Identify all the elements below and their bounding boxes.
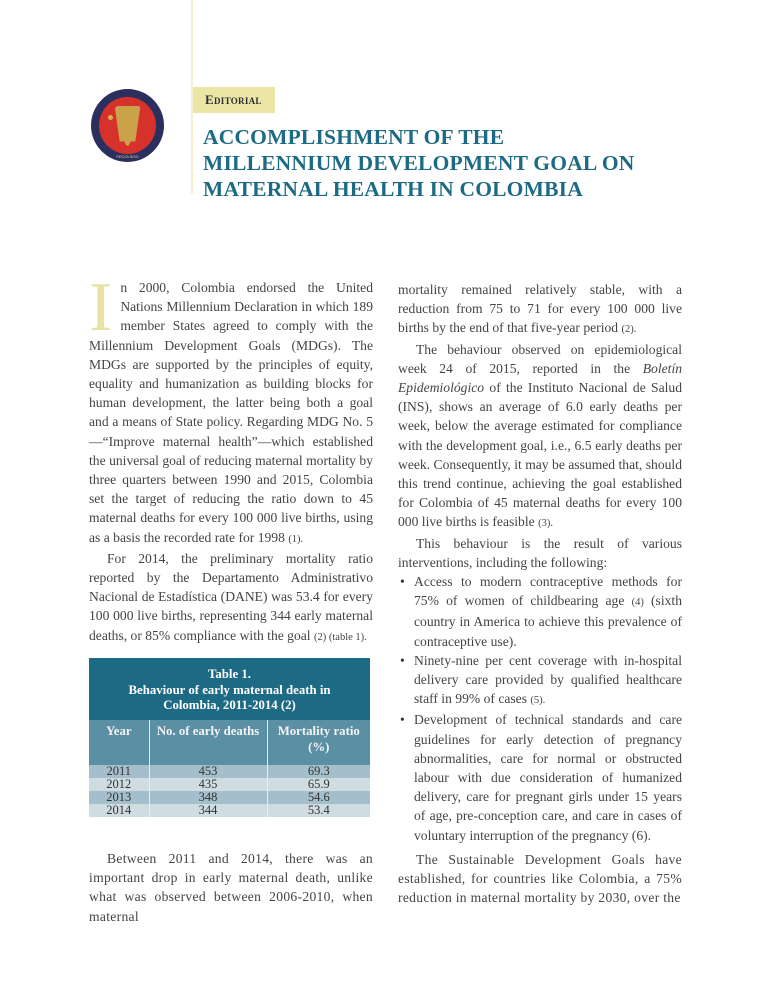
paragraph-2014-ratio [89, 549, 373, 647]
paragraph-2011-2014: Between 2011 and 2014, there was an important drop in early maternal death, unlike what was observed between 2006-2010, when maternal [89, 851, 373, 924]
citation-ref: (2). [621, 324, 637, 336]
list-item [398, 572, 682, 651]
table-title-line1: Behaviour of early maternal death in [128, 682, 331, 697]
citation-ref: (4) [631, 597, 644, 609]
col-header-year: Year [89, 720, 149, 765]
citation-ref: (5). [530, 695, 546, 707]
paragraph-text: of the Instituto Nacional de Salud (INS), shows an average of 6.0 early deaths per week, below the average estimated for compliance with the development goal, i.e., 6.5 early deaths per week. Consequently, it may be assumed that, should this trend continue, achieving the goal established for Colombia of 45 maternal deaths for every 100 000 live births is feasible [398, 380, 682, 530]
cell-deaths: 435 [149, 778, 267, 791]
cell-ratio: 65.9 [267, 778, 370, 791]
cell-deaths: 348 [149, 791, 267, 804]
paragraph-stability [398, 280, 682, 340]
cell-year: 2014 [89, 804, 149, 817]
logo-bottom-text: FECOLSOG [116, 154, 139, 159]
table-caption [89, 658, 370, 720]
interventions-list [398, 572, 682, 845]
cell-year: 2013 [89, 791, 149, 804]
paragraph-text: For 2014, the preliminary mortality ratio reported by the Departamento Administrativo Nacional de Estadística (DANE) was 53.4 for every 100 000 live births, representing 344 early maternal deaths, or 85% compliance with the goal [89, 550, 373, 643]
section-tag-label: Editorial [205, 92, 262, 107]
pre-columbian-figure-icon [115, 106, 141, 146]
col-header-ratio: Mortality ratio (%) [267, 720, 370, 765]
article-title: ACCOMPLISHMENT OF THE MILLENNIUM DEVELOPMENT GOAL ON MATERNAL HEALTH IN COLOMBIA [203, 125, 635, 201]
table-title-line2: Colombia, 2011-2014 (2) [163, 698, 296, 712]
society-logo [91, 89, 164, 162]
logo-dot-icon [108, 115, 113, 120]
cell-ratio: 69.3 [267, 765, 370, 778]
paragraph-text: The behaviour observed on epidemiological week 24 of 2015, reported in the [398, 341, 682, 376]
table-row [89, 791, 370, 804]
citation-ref: (1). [288, 533, 304, 545]
paragraph-week-24 [398, 340, 682, 534]
table-number: Table 1. [208, 667, 251, 681]
list-item-text: (sixth country in America to achieve this prevalence of contraceptive use). [414, 593, 682, 649]
list-item-text: Development of technical standards and care guidelines for early detection of pregnancy abnormalities, care for normal or obstructed labour with due consideration of humanized delivery, care for pregnant girls under 15 years of age, pre-conception care, and care in cases of voluntary interruption of the pregnancy (6). [414, 712, 682, 843]
cell-ratio: 54.6 [267, 791, 370, 804]
table-header-row [89, 720, 370, 765]
cell-ratio: 53.4 [267, 804, 370, 817]
list-item-text: Access to modern contraceptive methods for 75% of women of childbearing age [414, 574, 682, 609]
col-header-deaths: No. of early deaths [149, 720, 267, 765]
cell-deaths: 344 [149, 804, 267, 817]
right-column [398, 280, 682, 845]
citation-ref: (3). [538, 518, 553, 530]
list-item [398, 710, 682, 844]
list-item [398, 651, 682, 711]
cell-year: 2012 [89, 778, 149, 791]
bulletin-name: Boletín Epidemiológico [398, 360, 683, 396]
intro-text: n 2000, Colombia endorsed the United Nations Millennium Declaration in which 189 member States agreed to comply with the Millennium Development Goals (MDGs). The MDGs are supported by the principles of equity, equality and humanization as building blocks for human development, the latter being both a goal and a means of State policy. Regarding MDG No. 5—“Improve maternal health”—which established the universal goal of reducing maternal mortality by three quarters between 1990 and 2015, Colombia set the target of reducing the ratio down to 45 maternal deaths for every 100 000 live births, using as a basis the recorded rate for 1998 [89, 280, 373, 545]
logo-emblem [99, 97, 156, 154]
cell-deaths: 453 [149, 765, 267, 778]
list-item-text: Ninety-nine per cent coverage with in-hospital delivery care provided by qualified healthcare staff in 99% of cases [414, 652, 682, 707]
left-column-bottom [89, 849, 373, 926]
citation-ref: (2) (table 1). [314, 631, 367, 643]
table-row [89, 765, 370, 778]
table-row [89, 804, 370, 817]
left-column [89, 269, 373, 647]
right-column-bottom [398, 850, 682, 908]
cell-year: 2011 [89, 765, 149, 778]
table-row [89, 778, 370, 791]
drop-cap: I [89, 269, 113, 346]
maternal-death-table [89, 658, 370, 817]
intro-paragraph [89, 269, 373, 549]
section-tag [193, 87, 275, 113]
paragraph-sdg: The Sustainable Development Goals have established, for countries like Colombia, a 75% reduction in maternal mortality by 2030, over the [398, 852, 682, 906]
paragraph-interventions: This behaviour is the result of various interventions, including the following: [398, 535, 682, 570]
paragraph-text: mortality remained relatively stable, with a reduction from 75 to 71 for every 100 000 live births by the end of that five-year period [398, 282, 682, 336]
